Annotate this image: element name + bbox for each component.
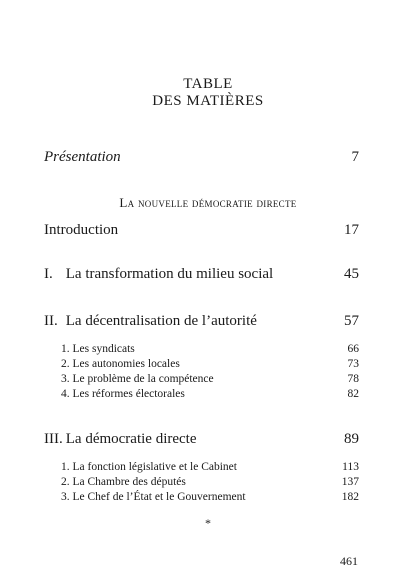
toc-subentry[interactable] bbox=[61, 476, 359, 488]
toc-subentry[interactable] bbox=[61, 358, 359, 370]
subentry-label: 4. Les réformes électorales bbox=[61, 388, 185, 400]
chapter-number: II. bbox=[44, 313, 58, 329]
subentry-label: 1. La fonction législative et le Cabinet bbox=[61, 461, 237, 473]
entry-page: 7 bbox=[351, 149, 359, 165]
page-number: 461 bbox=[340, 554, 358, 568]
subentry-page: 73 bbox=[347, 358, 359, 370]
toc-entry-introduction[interactable] bbox=[44, 222, 359, 239]
chapter-title: La décentralisation de l’autorité bbox=[65, 313, 257, 329]
subentry-label: 2. La Chambre des députés bbox=[61, 476, 186, 488]
chapter-heading bbox=[44, 431, 197, 448]
entry-page: 17 bbox=[344, 222, 359, 238]
toc-chapter-1[interactable] bbox=[44, 266, 359, 283]
entry-page: 89 bbox=[344, 431, 359, 447]
subentry-page: 182 bbox=[341, 491, 359, 503]
subentry-page: 82 bbox=[347, 388, 359, 400]
entry-page: 57 bbox=[344, 313, 359, 329]
toc-subentry[interactable] bbox=[61, 491, 359, 503]
separator-asterisk: * bbox=[205, 516, 211, 530]
subentry-page: 78 bbox=[347, 373, 359, 385]
subentry-label: 1. Les syndicats bbox=[61, 343, 135, 355]
toc-chapter-3[interactable] bbox=[44, 431, 359, 448]
chapter-title: La transformation du milieu social bbox=[65, 266, 274, 282]
subentry-page: 66 bbox=[347, 343, 359, 355]
chapter-title: La démocratie directe bbox=[65, 431, 197, 447]
entry-page: 45 bbox=[344, 266, 359, 282]
subentry-label: 2. Les autonomies locales bbox=[61, 358, 180, 370]
toc-entry-presentation[interactable] bbox=[44, 149, 359, 166]
toc-subentry[interactable] bbox=[61, 388, 359, 400]
toc-subentry[interactable] bbox=[61, 461, 359, 473]
subentry-label: 3. Le Chef de l’État et le Gouvernement bbox=[61, 491, 246, 503]
chapter-number: III. bbox=[44, 431, 63, 447]
entry-label: Présentation bbox=[44, 149, 121, 165]
entry-label: Introduction bbox=[44, 222, 119, 238]
section-heading: La nouvelle démocratie directe bbox=[119, 195, 297, 210]
toc-subentry[interactable] bbox=[61, 343, 359, 355]
toc-subentry[interactable] bbox=[61, 373, 359, 385]
chapter-heading bbox=[44, 313, 257, 330]
subentry-page: 113 bbox=[342, 461, 359, 473]
chapter-heading bbox=[44, 266, 273, 283]
toc-title-line-2: DES MATIÈRES bbox=[152, 93, 264, 109]
chapter-number: I. bbox=[44, 266, 53, 282]
subentry-page: 137 bbox=[341, 476, 359, 488]
subentry-label: 3. Le problème de la compétence bbox=[61, 373, 214, 385]
toc-title-line-1: TABLE bbox=[183, 76, 233, 92]
toc-chapter-2[interactable] bbox=[44, 313, 359, 330]
